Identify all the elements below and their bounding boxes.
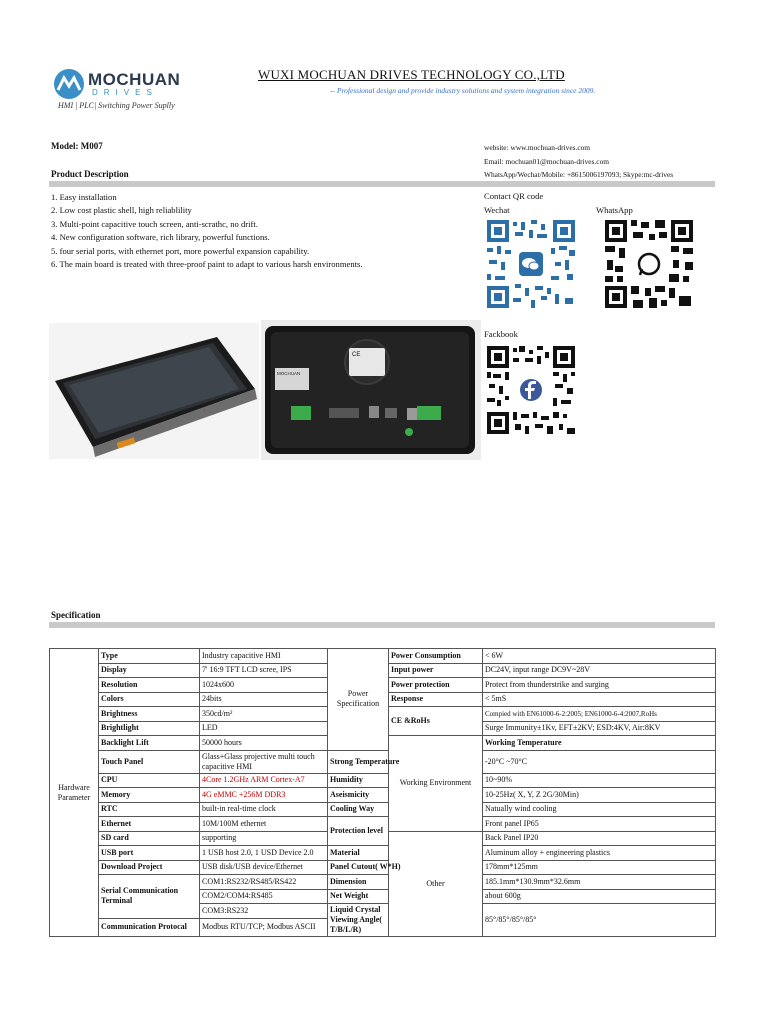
- spec-key: Panel Cutout( W*H): [328, 860, 389, 875]
- spec-key: Input power: [389, 663, 483, 678]
- spec-value: supporting: [200, 831, 328, 846]
- spec-value: 178mm*125mm: [483, 860, 716, 875]
- spec-key: Aseismicity: [328, 788, 389, 803]
- spec-key: Power protection: [389, 678, 483, 693]
- wechat-label: Wechat: [484, 205, 510, 215]
- spec-value: 50000 hours: [200, 736, 328, 751]
- spec-key: CE &RoHs: [389, 707, 483, 736]
- table-row: [50, 788, 716, 803]
- spec-value: 4G eMMC +256M DDR3: [200, 788, 328, 803]
- phone-text: WhatsApp/Wechat/Mobile: +8615006197093; Skype:mc-drives: [484, 170, 674, 180]
- whatsapp-label: WhatsApp: [596, 205, 633, 215]
- spec-value: Compied with EN61000-6-2:2005; EN61000-6-4:2007,RoHs: [483, 707, 716, 722]
- spec-key: Working Temperature: [483, 736, 716, 751]
- section-rule: [49, 181, 715, 187]
- ce-mark: CE: [352, 352, 361, 358]
- specification-title: Specification: [51, 610, 101, 620]
- email-link[interactable]: Email: mochuan01@mochuan-drives.com: [484, 156, 610, 166]
- spec-value: built-in real-time clock: [200, 802, 328, 817]
- spec-value: Surge Immunity±1Kv, EFT±2KV; ESD:4KV, Air:8KV: [483, 721, 716, 736]
- spec-value: COM2/COM4:RS485: [200, 889, 328, 904]
- spec-value: < 6W: [483, 649, 716, 664]
- spec-value: about 600g: [483, 889, 716, 904]
- spec-value: Front panel IP65: [483, 817, 716, 832]
- facebook-qr-icon: [485, 344, 577, 436]
- spec-key: Cooling Way: [328, 802, 389, 817]
- spec-value: LED: [200, 721, 328, 736]
- spec-key: Display: [99, 663, 200, 678]
- spec-value: 10M/100M ethernet: [200, 817, 328, 832]
- spec-key: RTC: [99, 802, 200, 817]
- whatsapp-qr-icon: [603, 218, 695, 310]
- table-row: [50, 773, 716, 788]
- logo-text: MOCHUAN: [88, 70, 181, 89]
- spec-key: Memory: [99, 788, 200, 803]
- product-photo-back: [261, 320, 481, 460]
- spec-key: Download Project: [99, 860, 200, 875]
- spec-key: Strong Temperature: [328, 750, 389, 773]
- spec-key: Brightness: [99, 707, 200, 722]
- spec-key: Response: [389, 692, 483, 707]
- list-item: 4. New configuration software, rich library, powerful functions.: [51, 232, 270, 243]
- logo-mark-icon: [52, 68, 86, 100]
- spec-value: < 5mS: [483, 692, 716, 707]
- section-rule: [49, 622, 715, 628]
- company-slogan: -- Professional design and provide industry solutions and system integration since 2009.: [330, 86, 596, 95]
- specification-table: [49, 648, 716, 937]
- qr-title: Contact QR code: [484, 191, 544, 201]
- spec-value: 7' 16:9 TFT LCD scree, IPS: [200, 663, 328, 678]
- spec-value: Glass+Glass projective multi touch capacitive HMI: [200, 750, 328, 773]
- wechat-qr-icon: [485, 218, 577, 310]
- spec-key: Communication Protocal: [99, 918, 200, 937]
- spec-value: 1024x600: [200, 678, 328, 693]
- spec-value: 185.1mm*130.9mm*32.6mm: [483, 875, 716, 890]
- spec-value: 350cd/m²: [200, 707, 328, 722]
- spec-key: Material: [328, 846, 389, 861]
- spec-key: CPU: [99, 773, 200, 788]
- spec-key: Touch Panel: [99, 750, 200, 773]
- contact-info: [484, 141, 673, 182]
- product-photo-front: [49, 323, 259, 459]
- spec-value: 10~90%: [483, 773, 716, 788]
- company-name: WUXI MOCHUAN DRIVES TECHNOLOGY CO.,LTD: [258, 67, 565, 82]
- spec-key: Liquid Crystal Viewing Angle( T/B/L/R): [328, 904, 389, 937]
- spec-value: -20°C ~70°C: [483, 750, 716, 773]
- group-other: Other: [389, 831, 483, 937]
- spec-key: Power Consumption: [389, 649, 483, 664]
- back-label-brand: MOCHUAN: [277, 371, 301, 376]
- logo-subtext: DRIVES: [92, 88, 158, 97]
- spec-value: 4Core 1.2GHz ARM Cortex-A7: [200, 773, 328, 788]
- spec-value: 85°/85°/85°/85°: [483, 904, 716, 937]
- table-row: [50, 817, 716, 832]
- spec-key: SD card: [99, 831, 200, 846]
- spec-value: 10-25Hz( X, Y, Z 2G/30Min): [483, 788, 716, 803]
- list-item: 5. four serial ports, with ethernet port, more powerful expansion capability.: [51, 245, 310, 256]
- spec-key: Dimension: [328, 875, 389, 890]
- facebook-label: Fackbook: [484, 329, 518, 339]
- model-label: Model: M007: [51, 141, 103, 151]
- table-row: [50, 649, 716, 664]
- logo-tagline: HMI | PLC| Switching Power Suplly: [58, 101, 175, 110]
- spec-key: Backlight Lift: [99, 736, 200, 751]
- spec-value: COM3:RS232: [200, 904, 328, 919]
- spec-key: USB port: [99, 846, 200, 861]
- spec-value: Industry capacitive HMI: [200, 649, 328, 664]
- spec-key: Ethernet: [99, 817, 200, 832]
- spec-value: USB disk/USB device/Ethernet: [200, 860, 328, 875]
- list-item: 2. Low cost plastic shell, high reliablility: [51, 205, 192, 216]
- spec-value: 24bits: [200, 692, 328, 707]
- spec-key: Colors: [99, 692, 200, 707]
- spec-key: Humidity: [328, 773, 389, 788]
- spec-key: Protection level: [328, 817, 389, 846]
- list-item: 3. Multi-point capacitive touch screen, anti-scrathc, no drift.: [51, 218, 258, 229]
- spec-key: Brightlight: [99, 721, 200, 736]
- table-row: [50, 860, 716, 875]
- table-row: [50, 875, 716, 890]
- product-description-title: Product Description: [51, 169, 129, 179]
- spec-value: Modbus RTU/TCP; Modbus ASCII: [200, 918, 328, 937]
- spec-value: Natually wind cooling: [483, 802, 716, 817]
- product-description-list: [51, 191, 363, 271]
- group-power: Power Specification: [328, 649, 389, 751]
- table-row: [50, 802, 716, 817]
- table-row: [50, 846, 716, 861]
- spec-key: Type: [99, 649, 200, 664]
- spec-value: Aluminum alloy + engineering plastics: [483, 846, 716, 861]
- spec-value: COM1:RS232/RS485/RS422: [200, 875, 328, 890]
- spec-value: DC24V, input range DC9V~28V: [483, 663, 716, 678]
- website-link[interactable]: website: www.mochuan-drives.com: [484, 143, 591, 152]
- list-item: 1. Easy installation: [51, 192, 117, 202]
- spec-key: Resolution: [99, 678, 200, 693]
- spec-key: Net Weight: [328, 889, 389, 904]
- list-item: 6. The main board is treated with three-proof paint to adapt to various harsh environments.: [51, 259, 363, 270]
- spec-value: 1 USB host 2.0, 1 USD Device 2.0: [200, 846, 328, 861]
- spec-value: Protect from thunderstrike and surging: [483, 678, 716, 693]
- group-working: Working Environment: [389, 736, 483, 832]
- spec-key: Serial Communication Terminal: [99, 875, 200, 919]
- spec-value: Back Panel IP20: [483, 831, 716, 846]
- group-hardware: Hardware Parameter: [50, 649, 99, 937]
